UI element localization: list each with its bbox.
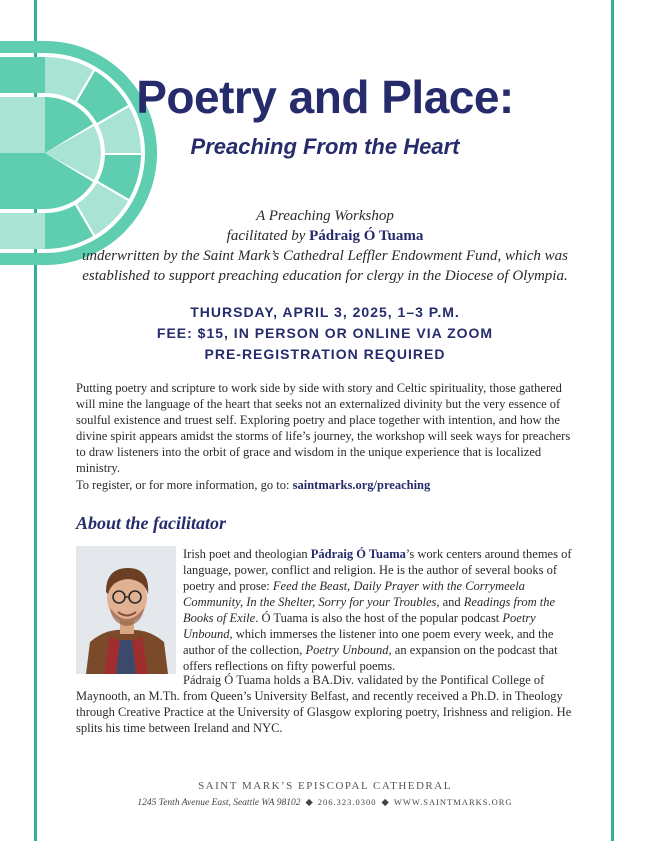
bio-text: Irish poet and theologian	[183, 547, 311, 561]
facilitator-education-line1: Pádraig Ó Tuama holds a BA.Div. validated by the Pontifical College of	[183, 673, 545, 687]
workshop-intro	[60, 206, 590, 286]
facilitated-by-line	[60, 226, 590, 246]
facilitator-education: Maynooth, an M.Th. from Queen’s University Belfast, and recently received a Ph.D. in Theology through Creative Practice at the University of Glasgow exploring poetry, Irishness and religion. He splits his time between Ireland and NYC.	[76, 689, 572, 735]
facilitator-bio	[183, 546, 578, 674]
about-heading: About the facilitator	[76, 513, 227, 533]
underwriting-note: underwritten by the Saint Mark’s Cathedral Leffler Endowment Fund, which was established to support preaching education for clergy in the Diocese of Olympia.	[82, 248, 568, 284]
register-prefix: To register, or for more information, go to:	[76, 478, 293, 492]
bio-name: Pádraig Ó Tuama	[310, 547, 406, 561]
footer-address: 1245 Tenth Avenue East, Seattle WA 98102	[137, 798, 301, 808]
bio-text: and	[439, 595, 464, 609]
footer-phone: 206.323.0300	[317, 797, 377, 807]
facilitator-portrait-icon	[76, 546, 176, 674]
bio-book-title: Readings from the Books of Exile	[183, 595, 555, 625]
right-teal-border	[611, 0, 614, 841]
workshop-description: Putting poetry and scripture to work side by side with story and Celtic spirituality, those gathered will mine the language of the heart that seeks not an externalized divinity but the very essence of soulful existence and truest self. Exploring poetry and place together with intention, and how the divine spirit appears amidst the storms of life’s journey, the workshop will seek ways for preachers to draw listeners into the orbit of grace and wisdom in the unique experience that is localized ministry.	[76, 381, 571, 475]
footer-contact	[0, 797, 650, 808]
footer-website-link[interactable]: WWW.SAINTMARKS.ORG	[393, 797, 513, 807]
bio-text: an expansion on the podcast that offers reflections on fifty powerful poems.	[183, 643, 558, 673]
bio-book-titles: Feed the Beast, Daily Prayer with the Corrymeela Community, In the Shelter, Sorry for your Troubles,	[183, 579, 525, 609]
register-link[interactable]: saintmarks.org/preaching	[292, 478, 431, 492]
diamond-separator-icon: ◆	[305, 798, 313, 808]
page-subtitle: Preaching From the Heart	[190, 134, 460, 159]
page-title: Poetry and Place:	[136, 71, 514, 123]
bio-text: . Ó Tuama is also the host of the popular podcast	[255, 611, 503, 625]
register-line	[76, 477, 576, 493]
registration-note: PRE-REGISTRATION REQUIRED	[204, 346, 446, 362]
workshop-type: A Preaching Workshop	[256, 208, 394, 224]
bio-collection-title: Poetry Unbound,	[305, 643, 392, 657]
bio-text: ’s work centers around themes of language, power, conflict and religion. He is the author of several books of poetry and prose:	[183, 547, 572, 593]
facilitator-name: Pádraig Ó Tuama	[309, 228, 424, 244]
facilitated-by-label: facilitated by	[226, 228, 310, 244]
footer-organization: SAINT MARK’S EPISCOPAL CATHEDRAL	[198, 780, 452, 792]
event-details	[0, 302, 650, 365]
event-fee: FEE: $15, IN PERSON OR ONLINE VIA ZOOM	[156, 325, 494, 341]
event-date: THURSDAY, APRIL 3, 2025, 1–3 P.M.	[190, 304, 460, 320]
bio-podcast-title: Poetry Unbound,	[183, 611, 536, 641]
diamond-separator-icon: ◆	[381, 798, 389, 808]
bio-text: which immerses the listener into one poem every week, and the author of the collection,	[183, 627, 554, 657]
